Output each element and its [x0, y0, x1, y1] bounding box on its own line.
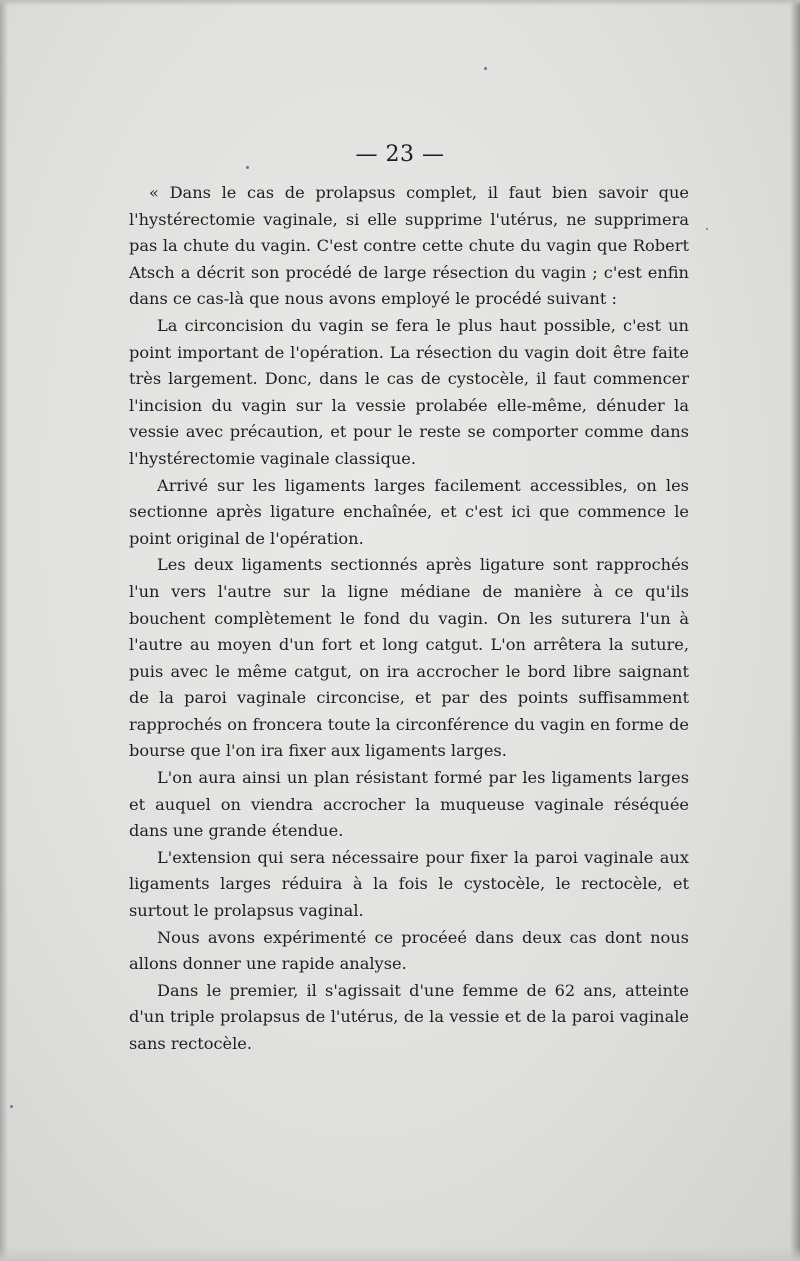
paragraph: La circoncision du vagin se fera le plus haut possible, c'est un point important de l'opération. La résection du vagin doit être faite très largement. Donc, dans le cas de cystocèle, il faut commencer l'incision du vagin sur la vessie prolabée elle-même, dénuder la vessie avec précaution, et pour le reste se comporter comme dans l'hystérectomie vaginale classique.: [129, 315, 689, 468]
page-edge-left: [0, 0, 8, 1261]
page-edge-right: [790, 0, 800, 1261]
paragraph: Dans le premier, il s'agissait d'une femme de 62 ans, atteinte d'un triple prolapsus de l'utérus, de la vessie et de la paroi vaginale sans rectocèle.: [129, 980, 689, 1053]
scan-speck: [484, 67, 487, 70]
scan-speck: [10, 1105, 13, 1108]
scan-speck: [706, 228, 708, 230]
paragraph: Nous avons expérimenté ce procéeé dans deux cas dont nous allons donner une rapide analyse.: [129, 927, 689, 974]
paragraph: Les deux ligaments sectionnés après ligature sont rapprochés l'un vers l'autre sur la ligne médiane de manière à ce qu'ils bouchent complètement le fond du vagin. On les suturera l'un à l'autre au moyen d'un fort et long catgut. L'on arrêtera la suture, puis avec le même catgut, on ira accrocher le bord libre saignant de la paroi vaginale circoncise, et par des points suffisamment rapprochés on froncera toute la circonférence du vagin en forme de bourse que l'on ira fixer aux ligaments larges.: [129, 555, 689, 761]
body-text: [129, 180, 689, 1058]
paragraph: L'on aura ainsi un plan résistant formé par les ligaments larges et auquel on viendra accrocher la muqueuse vaginale réséquée dans une grande étendue.: [129, 768, 689, 841]
page-edge-top: [0, 0, 800, 6]
paragraph: L'extension qui sera nécessaire pour fixer la paroi vaginale aux ligaments larges réduira à la fois le cystocèle, le rectocèle, et surtout le prolapsus vaginal.: [129, 847, 689, 921]
paragraph: « Dans le cas de prolapsus complet, il faut bien savoir que l'hystérectomie vaginale, si elle supprime l'utérus, ne supprimera pas la chute du vagin. C'est contre cette chute du vagin que Robert Atsch a décrit son procédé de large résection du vagin ; c'est enfin dans ce cas-là que nous avons employé le procédé suivant :: [129, 183, 689, 309]
page-number: — 23 —: [355, 142, 445, 167]
page-edge-bottom: [0, 1247, 800, 1261]
paragraph: Arrivé sur les ligaments larges facilement accessibles, on les sectionne après ligature enchaînée, et c'est ici que commence le point original de l'opération.: [129, 475, 689, 548]
